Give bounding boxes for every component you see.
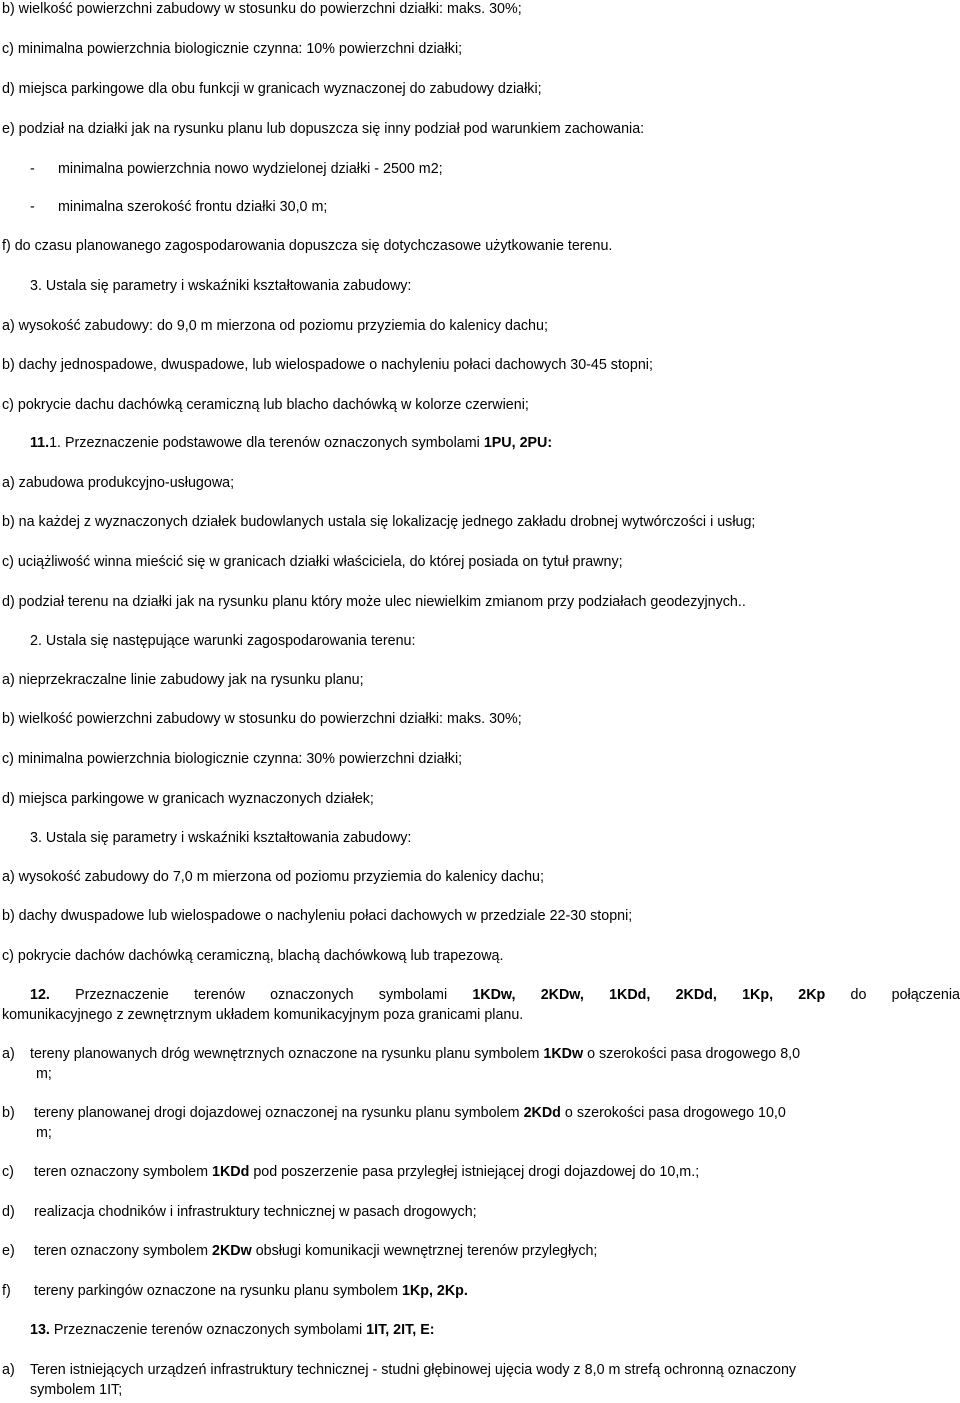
item-b-building-area-2: b) wielkość powierzchni zabudowy w stosunku do powierzchni działki: maks. 30%; bbox=[2, 711, 522, 727]
section-subnumber: 1. bbox=[49, 435, 62, 451]
item-text-tail: o szerokości pasa drogowego 10,0 bbox=[560, 1105, 786, 1121]
item-c-biological-area-2: c) minimalna powierzchnia biologicznie czynna: 30% powierzchni działki; bbox=[2, 751, 463, 767]
item-text: tereny parkingów oznaczone na rysunku planu symbolem bbox=[34, 1283, 402, 1299]
item-c-road-widening bbox=[2, 1163, 699, 1181]
section-number: 13. bbox=[30, 1322, 50, 1338]
item-text: tereny planowanych dróg wewnętrznych oznaczone na rysunku planu symbolem bbox=[30, 1046, 544, 1062]
item-a-infrastructure-line-2: symbolem 1IT; bbox=[30, 1382, 123, 1398]
item-b-one-plant: b) na każdej z wyznaczonych działek budowlanych ustala się lokalizację jednego zakładu drobnej wytwórczości i usług; bbox=[2, 514, 756, 530]
section-symbols: 1KDw, 2KDw, 1KDd, 2KDd, 1Kp, 2Kp bbox=[472, 987, 826, 1003]
item-a-infrastructure bbox=[2, 1361, 796, 1379]
item-c-roofing: c) pokrycie dachu dachówką ceramiczną lub blacho dachówką w kolorze czerwieni; bbox=[2, 397, 529, 413]
item-text: tereny planowanej drogi dojazdowej oznaczonej na rysunku planu symbolem bbox=[34, 1105, 524, 1121]
section-text: Przeznaczenie terenów oznaczonych symbolami bbox=[49, 987, 473, 1003]
item-a-internal-roads bbox=[2, 1045, 800, 1063]
list-marker: f) bbox=[2, 1283, 11, 1299]
item-c-biological-area: c) minimalna powierzchnia biologicznie czynna: 10% powierzchni działki; bbox=[2, 41, 463, 57]
item-b-roofs-2: b) dachy dwuspadowe lub wielospadowe o nachyleniu połaci dachowych w przedziale 22-30 stopni; bbox=[2, 908, 633, 924]
item-a-height-2: a) wysokość zabudowy do 7,0 m mierzona od poziomu przyziemia do kalenicy dachu; bbox=[2, 869, 544, 885]
section-number: 11. bbox=[30, 435, 50, 451]
item-symbol: 1KDw bbox=[543, 1046, 584, 1062]
section-number: 12. bbox=[30, 987, 50, 1003]
item-a-building-lines: a) nieprzekraczalne linie zabudowy jak na rysunku planu; bbox=[2, 672, 364, 688]
item-e-internal-service bbox=[2, 1242, 597, 1260]
dash-item-text: minimalna szerokość frontu działki 30,0 m; bbox=[58, 199, 328, 215]
section-symbols: 1PU, 2PU: bbox=[483, 435, 553, 451]
list-marker: e) bbox=[2, 1243, 15, 1259]
dash-item-min-area bbox=[30, 160, 443, 178]
list-marker: a) bbox=[2, 1362, 15, 1378]
dash-marker: - bbox=[30, 161, 35, 177]
item-text: Teren istniejących urządzeń infrastruktury technicznej - studni głębinowej ujęcia wody z 8,0 m strefą ochronną oznaczony bbox=[30, 1362, 797, 1378]
item-symbol: 2KDd bbox=[523, 1105, 561, 1121]
section-3-heading: 3. Ustala się parametry i wskaźniki kształtowania zabudowy: bbox=[30, 278, 412, 294]
section-text: Przeznaczenie terenów oznaczonych symbolami bbox=[49, 1322, 367, 1338]
item-f-parking-areas bbox=[2, 1282, 468, 1300]
section-12-heading bbox=[2, 986, 960, 1004]
item-c-roofing-2: c) pokrycie dachów dachówką ceramiczną, blachą dachówkową lub trapezową. bbox=[2, 948, 504, 964]
item-d-land-division: d) podział terenu na działki jak na rysunku planu który może ulec niewielkim zmianom przy podziałach geodezyjnych.. bbox=[2, 594, 746, 610]
item-b-roofs: b) dachy jednospadowe, dwuspadowe, lub wielospadowe o nachyleniu połaci dachowych 30-45 stopni; bbox=[2, 357, 653, 373]
section-symbols: 1IT, 2IT, E: bbox=[366, 1322, 435, 1338]
item-text: teren oznaczony symbolem bbox=[34, 1243, 212, 1259]
item-text-tail: o szerokości pasa drogowego 8,0 bbox=[583, 1046, 801, 1062]
item-b-line-2: m; bbox=[36, 1125, 52, 1141]
item-a-production: a) zabudowa produkcyjno-usługowa; bbox=[2, 475, 235, 491]
section-12-line-2: komunikacyjnego z zewnętrznym układem komunikacyjnym poza granicami planu. bbox=[2, 1007, 524, 1023]
section-11-1-heading bbox=[30, 434, 552, 452]
section-text-tail: do połączenia bbox=[825, 987, 960, 1003]
item-symbol: 1Kp, 2Kp. bbox=[401, 1283, 468, 1299]
list-marker: d) bbox=[2, 1204, 15, 1220]
item-e-plot-division: e) podział na działki jak na rysunku planu lub dopuszcza się inny podział pod warunkiem zachowania: bbox=[2, 121, 645, 137]
item-f-current-use: f) do czasu planowanego zagospodarowania dopuszcza się dotychczasowe użytkowanie terenu. bbox=[2, 238, 613, 254]
item-text: teren oznaczony symbolem bbox=[34, 1164, 212, 1180]
section-2-heading: 2. Ustala się następujące warunki zagospodarowania terenu: bbox=[30, 633, 416, 649]
item-b-building-area: b) wielkość powierzchni zabudowy w stosunku do powierzchni działki: maks. 30%; bbox=[2, 1, 522, 17]
item-a-line-2: m; bbox=[36, 1066, 52, 1082]
section-3-heading-2: 3. Ustala się parametry i wskaźniki kształtowania zabudowy: bbox=[30, 830, 412, 846]
item-d-parking-2: d) miejsca parkingowe w granicach wyznaczonych działek; bbox=[2, 791, 374, 807]
list-marker: b) bbox=[2, 1105, 15, 1121]
dash-marker: - bbox=[30, 199, 35, 215]
item-c-nuisance: c) uciążliwość winna mieścić się w granicach działki właściciela, do której posiada on tytuł prawny; bbox=[2, 554, 623, 570]
item-d-sidewalks bbox=[2, 1203, 477, 1221]
list-marker: c) bbox=[2, 1164, 14, 1180]
item-text-tail: pod poszerzenie pasa przyległej istniejącej drogi dojazdowej do 10,m.; bbox=[249, 1164, 700, 1180]
item-text: realizacja chodników i infrastruktury technicznej w pasach drogowych; bbox=[34, 1204, 477, 1220]
item-symbol: 2KDw bbox=[212, 1243, 252, 1259]
section-13-heading bbox=[30, 1321, 435, 1339]
section-text: Przeznaczenie podstawowe dla terenów oznaczonych symbolami bbox=[61, 435, 484, 451]
item-text-tail: obsługi komunikacji wewnętrznej terenów przyległych; bbox=[251, 1243, 598, 1259]
list-marker: a) bbox=[2, 1046, 15, 1062]
dash-item-text: minimalna powierzchnia nowo wydzielonej działki - 2500 m2; bbox=[58, 161, 443, 177]
item-a-height: a) wysokość zabudowy: do 9,0 m mierzona od poziomu przyziemia do kalenicy dachu; bbox=[2, 318, 548, 334]
item-d-parking: d) miejsca parkingowe dla obu funkcji w granicach wyznaczonej do zabudowy działki; bbox=[2, 81, 542, 97]
item-symbol: 1KDd bbox=[212, 1164, 250, 1180]
item-b-access-road bbox=[2, 1104, 786, 1122]
dash-item-min-width bbox=[30, 198, 327, 216]
